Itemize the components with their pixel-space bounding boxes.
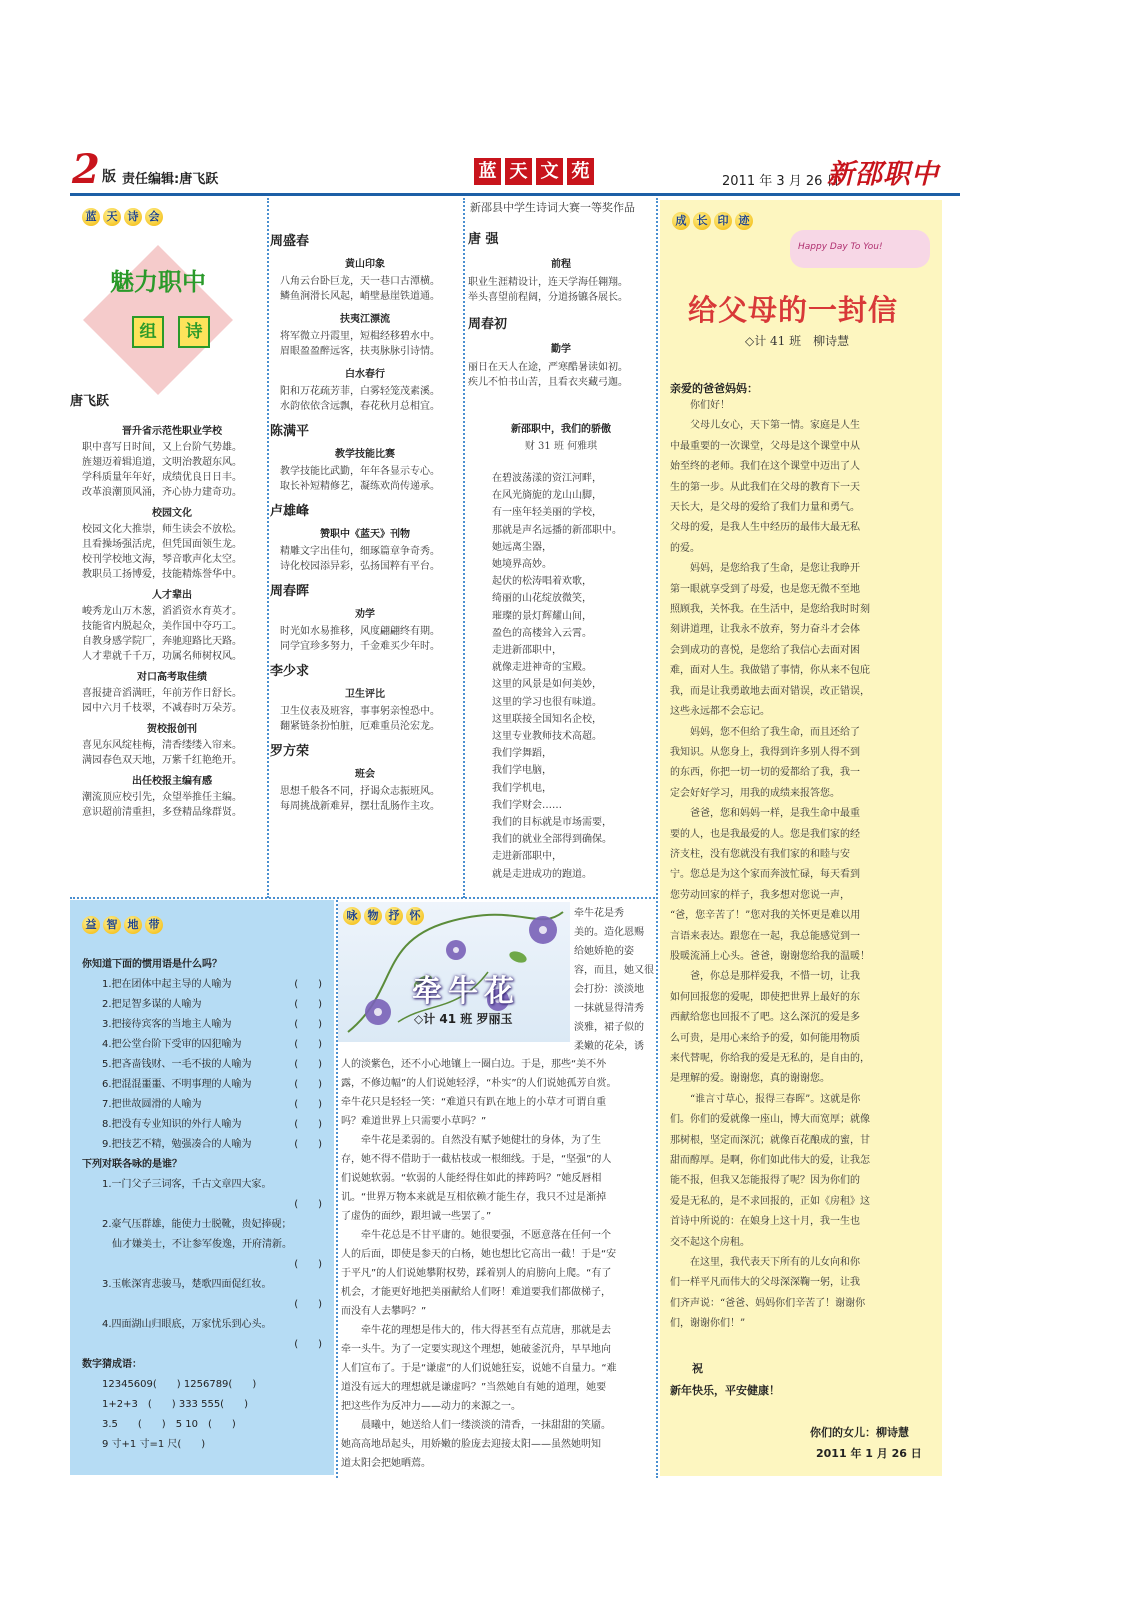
letter-line: 中最重要的一次课堂，父母是这个课堂中从 xyxy=(670,440,860,452)
poem-line: 校刊学校地文海，琴音歌声化太空。 xyxy=(82,554,242,565)
letter-line: 甜而醇厚。是啊，你们如此伟大的爱，让我怎 xyxy=(670,1155,870,1167)
poem-body xyxy=(270,784,460,814)
flower-line: 牵牛花是柔弱的。自然没有赋予她健壮的身体，为了生 xyxy=(341,1135,601,1146)
letter-line: 首诗中所说的：在娘身上这十月，我一生也 xyxy=(670,1216,860,1228)
poem-line: 盈色的高楼耸入云霄。 xyxy=(492,627,592,639)
poem-title: 黄山印象 xyxy=(345,259,385,270)
heading-chip: 智 xyxy=(103,916,121,934)
poem-line: 教职员工扬博爱，技能精炼誉华中。 xyxy=(82,569,242,580)
poem-line: 我们的目标就是市场需要， xyxy=(492,817,612,829)
letter-line: 交不起这个房租。 xyxy=(670,1236,750,1248)
section-banner xyxy=(474,158,594,185)
question-title: 下列对联各咏的是谁？ xyxy=(82,1159,182,1170)
poem-line: 将军微立丹霞里，短楫经移碧水中。 xyxy=(280,331,440,342)
poem-line: 翻紧链条扮怕脏，厄难重员沦宏龙。 xyxy=(280,721,440,732)
poem-author: 周盛春 xyxy=(270,234,310,249)
poem-line: 我们学电脑， xyxy=(492,765,552,777)
poem-author: 陈满平 xyxy=(270,424,310,439)
question-item: 2.把足智多谋的人喻为 ( ) xyxy=(82,995,322,1015)
letter-line: 妈妈，您不但给了我生命，而且还给了 xyxy=(670,726,860,738)
letter-line: 我，而是让我勇敢地去面对错误，改正错误， xyxy=(670,685,870,697)
section-heading-poetry xyxy=(82,208,163,226)
letter-line: 西献给您也回报不了吧。这么深沉的爱是多 xyxy=(670,1012,860,1024)
flower-line: 露，不修边幅”的人们说她轻浮，“朴实”的人们说她孤芳自赏。 xyxy=(341,1078,617,1089)
happy-day-sticker xyxy=(790,230,930,268)
letter-line: 能不报，但我又怎能报得了呢？因为你们的 xyxy=(670,1175,860,1187)
poem-list xyxy=(468,226,654,396)
couplet-line: 仙才嫌美士，不让参军俊逸，开府清新。 xyxy=(102,1239,292,1250)
editor-credit: 责任编辑:唐飞跃 xyxy=(122,172,219,187)
answer-blank: ( ) xyxy=(294,1099,322,1110)
heading-chip: 带 xyxy=(145,916,163,934)
poem-line: 且看操场强活虎，但凭国面领生龙。 xyxy=(82,539,242,550)
poem-line: 八角云台卧巨龙，天一巷口古潭横。 xyxy=(280,276,440,287)
flower-line: 牵牛花是秀 xyxy=(574,908,624,919)
section-divider xyxy=(70,897,658,899)
poem-line: 人才辈就千千万，功属名师树权风。 xyxy=(82,651,242,662)
flower-line: 们说她软弱。“软弱的人能经得住如此的摔跨吗？”她反唇相 xyxy=(341,1173,602,1184)
poem-line: 每周挑战新难昇，摆壮乱肠作主攻。 xyxy=(280,801,440,812)
answer-blank: ( ) xyxy=(294,1039,322,1050)
letter-line: 来代替呢，你给我的爱是无私的，是自由的， xyxy=(670,1053,870,1064)
flower-line: 人的后面，即使是参天的白杨，她也想比它高出一截！于是“安 xyxy=(341,1249,617,1260)
poem-title: 白水春行 xyxy=(345,369,385,380)
poem-line: 自教身感学院厂，奔驰迎路比天路。 xyxy=(82,636,242,647)
poem-line: 满园春色双天地，万紫千红艳绝开。 xyxy=(82,755,242,766)
poem-line: 我们学财会…… xyxy=(492,799,562,811)
heading-chip: 迹 xyxy=(735,212,753,230)
heading-chip: 诗 xyxy=(124,208,142,226)
letter-line: 你们好！ xyxy=(670,400,730,411)
letter-line: 第一眼就享受到了母爱，也是您无微不至地 xyxy=(670,583,860,595)
heading-chip: 会 xyxy=(145,208,163,226)
flower-line: 人的淡紫色，还不小心地镶上一圈白边。于是，那些“美不外 xyxy=(341,1059,607,1070)
flower-line: 把这些作为反冲力——动力的来源之一。 xyxy=(341,1401,521,1412)
flower-line: 道没有远大的理想就是谦虚吗？”当然她自有她的道理，她要 xyxy=(341,1382,607,1393)
poem-line: 我们的就业全部得到确保。 xyxy=(492,834,612,846)
flower-byline: ◇计 41 班 罗丽玉 xyxy=(414,1012,513,1026)
letter-line: 照顾我，关怀我。在生活中，是您给我时时刻 xyxy=(670,604,870,616)
letter-line: 济支柱，没有您就没有我们家的和睦与安 xyxy=(670,848,850,860)
flower-line: 人们宣布了。于是“谦虚”的人们说她狂妄，说她不自量力。“难 xyxy=(341,1363,617,1374)
poem-title: 教学技能比赛 xyxy=(335,449,395,460)
poem-author: 罗方荣 xyxy=(270,744,310,759)
poem-line: 走进新邵职中， xyxy=(492,851,562,863)
poem-line: 她远离尘器， xyxy=(492,541,552,553)
question-item: 7.把世故圆滑的人喻为 ( ) xyxy=(82,1095,322,1115)
poem-line: 教学技能比武勤，年年各显示专心。 xyxy=(280,466,440,477)
number-idiom-item: 12345609( ) 1256789( ) xyxy=(102,1379,257,1390)
letter-line: 如何回报您的爱呢，即使把世界上最好的东 xyxy=(670,991,860,1003)
letter-line: 的爱。 xyxy=(670,542,700,554)
heading-chip: 咏 xyxy=(343,907,361,925)
flower-line: 容，而且，她又很 xyxy=(574,965,654,976)
letter-line: 股暖流涌上心头。爸爸，谢谢您给我的温暖！ xyxy=(670,950,870,962)
letter-body xyxy=(670,396,938,1335)
answer-blank: ( ) xyxy=(294,1079,322,1090)
sticker-text: Happy Day To You! xyxy=(798,242,883,252)
poem-list xyxy=(270,228,460,820)
answer-blank: ( ) xyxy=(294,1059,322,1070)
flower-line: 于平凡”的人们说她攀附权势，踩着别人的肩膀向上爬。“有了 xyxy=(341,1268,612,1279)
flower-line: 道太阳会把她晒蔫。 xyxy=(341,1458,431,1469)
poem-body xyxy=(270,384,460,414)
poem-author: 卢雄峰 xyxy=(270,504,310,519)
letter-line: 要的人，也是我最爱的人。您是我们家的经 xyxy=(670,828,860,840)
letter-line: 是理解的爱。谢谢您，真的谢谢您。 xyxy=(670,1073,830,1085)
flower-title: 牵牛花 xyxy=(412,974,520,1009)
poem-body xyxy=(270,704,460,734)
column-divider xyxy=(267,198,269,898)
heading-chip: 天 xyxy=(103,208,121,226)
poem-line: 职业生涯精设计，连天学海任翱翔。 xyxy=(468,277,628,288)
poem-author: 周春晖 xyxy=(270,584,310,599)
banner-char: 文 xyxy=(536,158,563,185)
letter-line: 父母儿女心，天下第一情。家庭是人生 xyxy=(670,420,860,432)
letter-line: 始至终的老师。我们在这个课堂中迈出了人 xyxy=(670,461,860,473)
poem-body xyxy=(270,274,460,304)
column-divider xyxy=(656,198,658,1478)
question-item: 6.把混混噩噩、不明事理的人喻为 ( ) xyxy=(82,1075,322,1095)
poem-title: 前程 xyxy=(551,259,571,270)
answer-blank: ( ) xyxy=(294,1259,322,1270)
letter-wish: 新年快乐，平安健康！ xyxy=(670,1384,780,1397)
poem-line: 园中六月千枝翠，不减春时万朵芳。 xyxy=(82,703,242,714)
poem-line: 峻秀龙山万木葱，滔滔资水育英才。 xyxy=(82,606,242,617)
poem-line: 那就是声名远播的新邵职中。 xyxy=(492,524,622,536)
poem-line: 水韵依依含远飘，春花秋月总相宜。 xyxy=(280,401,440,412)
group-poem-label xyxy=(132,316,210,348)
poem-body xyxy=(270,329,460,359)
poem-body xyxy=(270,464,460,494)
poem-line: 同学宜珍多努力，千金难买少年时。 xyxy=(280,641,440,652)
section-heading-flower xyxy=(343,907,424,925)
question-item: 5.把吝啬钱财、一毛不拔的人喻为 ( ) xyxy=(82,1055,322,1075)
issue-date: 2011 年 3 月 26 日 xyxy=(722,174,840,189)
couplet-line: 1.一门父子三词客，千古文章四大家。 xyxy=(102,1179,272,1190)
masthead-rule xyxy=(70,193,960,196)
poem-byline: 财 31 班 何雅琪 xyxy=(524,441,598,452)
poem-line: 走进新邵职中， xyxy=(492,645,562,657)
poem-title: 晋升省示范性职业学校 xyxy=(122,426,222,437)
poem-line: 职中喜写日时间，又上台阶气势雄。 xyxy=(82,442,242,453)
flower-line: 牵牛花总是不甘平庸的。她很要强，不愿意落在任何一个 xyxy=(341,1230,611,1241)
answer-row xyxy=(82,1255,322,1275)
poem-line: 学科质量年年好，成绩优良日日丰。 xyxy=(82,472,242,483)
letter-line: 难，面对人生。我做错了事情，你从来不包庇 xyxy=(670,665,870,677)
answer-blank: ( ) xyxy=(294,1339,322,1350)
poem-line: 旌翅迈着辑追道，文明治教超东风。 xyxy=(82,457,242,468)
poem-line: 喜见东风绽桂梅，清香缕缕入帘来。 xyxy=(82,740,242,751)
poem-line: 这里联接全国知名企校， xyxy=(492,713,602,725)
heading-chip: 地 xyxy=(124,916,142,934)
letter-line: 那树根，坚定而深沉；就像百花酿成的蜜，甘 xyxy=(670,1134,870,1146)
poem-body xyxy=(270,624,460,654)
poem-line: 这里的学习也很有味道。 xyxy=(492,696,602,708)
poem-body xyxy=(270,544,460,574)
section-heading-letter xyxy=(672,212,753,230)
flower-line: 晨曦中，她送给人们一缕淡淡的清香，一抹甜甜的笑靥。 xyxy=(341,1420,611,1431)
couplet-line: 4.四面湖山归眼底，万家忧乐到心头。 xyxy=(102,1319,272,1330)
poem-line: 卫生仪表及班容，事事躬亲惶恐中。 xyxy=(280,706,440,717)
page-suffix: 版 xyxy=(102,169,116,185)
heading-chip: 益 xyxy=(82,916,100,934)
poem-line: 起伏的松涛唱着欢歌， xyxy=(492,576,592,588)
banner-char: 苑 xyxy=(567,158,594,185)
letter-line: 们，谢谢你们！” xyxy=(670,1318,746,1330)
question-item: 4.把公堂台阶下受审的囚犯喻为 ( ) xyxy=(82,1035,322,1055)
poem-title: 卫生评比 xyxy=(345,689,385,700)
masthead xyxy=(72,146,960,193)
poem-line: 我们学机电， xyxy=(492,782,552,794)
long-poem xyxy=(492,470,654,883)
puzzle-section xyxy=(70,900,334,1475)
poem-line: 校园文化大推崇，师生读会不放松。 xyxy=(82,524,242,535)
flower-line: 牵牛花只是轻轻一笑：“难道只有趴在地上的小草才可谓自重 xyxy=(341,1097,607,1108)
poem-title: 赞职中《蓝天》刊物 xyxy=(320,529,410,540)
answer-row xyxy=(82,1195,322,1215)
letter-line: 在这里，我代表天下所有的儿女向和你 xyxy=(670,1257,860,1269)
poem-title: 对口高考取佳绩 xyxy=(137,672,207,683)
flower-line: 一抹就显得清秀 xyxy=(574,1003,644,1014)
letter-line: 您劳动回家的样子，我多想对您说一声， xyxy=(670,889,850,901)
couplet-line: 2.豪气压群雄，能使力士脱靴，贵妃捧砚； xyxy=(102,1219,292,1230)
poem-line: 技能省内脱起众，美作国中夺巧工。 xyxy=(82,621,242,632)
letter-line: 爱是无私的，是不求回报的，正如《房租》这 xyxy=(670,1195,870,1207)
letter-line: 刻讲道理，让我永不放弃，努力奋斗才会体 xyxy=(670,624,860,636)
poem-title: 勤学 xyxy=(551,344,571,355)
poem-line: 阳和万花疏芳菲，白雾轻笼茂素溪。 xyxy=(280,386,440,397)
flower-line: 牵一头牛。为了一定要实现这个理想，她破釜沉舟，早早地向 xyxy=(341,1344,611,1355)
flower-line: 牵牛花的理想是伟大的，伟大得甚至有点荒唐，那就是去 xyxy=(341,1325,611,1336)
letter-line: 么可贵，是用心来给予的爱，如何能用物质 xyxy=(670,1032,860,1044)
letter-line: 生的第一步。从此我们在父母的教育下一天 xyxy=(670,481,860,493)
flower-line: 柔嫩的花朵，诱 xyxy=(574,1041,644,1052)
poem-line: 思想千般各不同，抒谒众志振班风。 xyxy=(280,786,440,797)
charm-title: 魅力职中 xyxy=(110,267,206,296)
poem-line: 意识超前清重担，多登精品缘群贤。 xyxy=(82,807,242,818)
letter-line: 妈妈，是您给我了生命，是您让我睁开 xyxy=(670,563,860,575)
answer-blank: ( ) xyxy=(294,999,322,1010)
answer-row xyxy=(82,1335,322,1355)
contest-caption: 新邵县中学生诗词大赛一等奖作品 xyxy=(470,201,635,214)
poem-title: 人才辈出 xyxy=(152,590,192,601)
letter-byline: ◇计 41 班 柳诗慧 xyxy=(745,334,850,348)
poem-line: 疾儿不怕书山苦，且看衣夹藏弓迦。 xyxy=(468,377,628,388)
poem-title: 校园文化 xyxy=(152,508,192,519)
question-title: 你知道下面的惯用语是什么吗？ xyxy=(82,959,222,970)
heading-chip: 物 xyxy=(364,907,382,925)
flower-line: 吗？难道世界上只需要小草吗？” xyxy=(341,1116,487,1127)
paper-logo: 新邵职中 xyxy=(827,159,939,190)
section-heading-puzzle xyxy=(82,916,163,934)
flower-line: 机会，才能更好地把美丽献给人们呀！难道要我们都做梯子， xyxy=(341,1287,611,1298)
letter-signature: 你们的女儿：柳诗慧 xyxy=(810,1426,909,1439)
letter-line: 定会好好学习，用我的成绩来报答您。 xyxy=(670,787,840,799)
poem-line: 她境界高妙。 xyxy=(492,559,552,571)
letter-line: 言语来表达。跟您在一起，我总能感觉到一 xyxy=(670,930,860,942)
letter-line: 爸，你总是那样爱我，不惜一切，让我 xyxy=(670,971,860,983)
flower-line: 讥。“世界万物本来就是互相依赖才能生存，我只不过是渐掉 xyxy=(341,1192,607,1203)
poem-line: 眉眼盈盈醉远客，扶夷脉脉引诗情。 xyxy=(280,346,440,357)
answer-blank: ( ) xyxy=(294,979,322,990)
letter-line: “爸，您辛苦了！”您对我的关怀更是难以用 xyxy=(670,910,861,922)
spacer xyxy=(468,305,654,311)
letter-salutation: 亲爱的爸爸妈妈： xyxy=(670,382,758,395)
poem-line: 精雕文字出佳句，细琢篇章争奇秀。 xyxy=(280,546,440,557)
poem-line: 绮丽的山花绽放微笑， xyxy=(492,593,592,605)
heading-chip: 成 xyxy=(672,212,690,230)
heading-chip: 怀 xyxy=(406,907,424,925)
poem-author: 唐 强 xyxy=(468,232,499,247)
poem-title: 扶夷江漂流 xyxy=(340,314,390,325)
poem-line: 改革浪潮顶风涌，齐心协力建奇功。 xyxy=(82,487,242,498)
question-item: 8.把没有专业知识的外行人喻为 ( ) xyxy=(82,1115,322,1135)
flower-body-text xyxy=(341,1055,655,1473)
flower-line: 了虚伪的面纱，跟坦诚一些罢了。” xyxy=(341,1211,492,1222)
flower-line: 会打扮：淡淡地 xyxy=(574,984,644,995)
poem-line: 取长补短精修艺，凝练欢尚传递承。 xyxy=(280,481,440,492)
zu-char: 组 xyxy=(132,316,164,348)
letter-line: 们。你们的爱就像一座山，博大而宽厚；就像 xyxy=(670,1114,870,1126)
poem-line: 就像走进神奇的宝殿。 xyxy=(492,662,592,674)
poem-line: 在碧波荡漾的资江河畔， xyxy=(492,473,602,484)
letter-date: 2011 年 1 月 26 日 xyxy=(816,1447,922,1460)
poem-line: 在风光旖旎的龙山山脚， xyxy=(492,490,602,502)
flower-line: 美的。造化恩赐 xyxy=(574,927,644,938)
poem-line: 这里专业教师技术高超。 xyxy=(492,731,602,743)
poem-line: 诗化校园添异彩，弘扬国粹有平台。 xyxy=(280,561,440,572)
poem-line: 就是走进成功的跑道。 xyxy=(492,868,592,880)
letter-line: “谁言寸草心，报得三春晖”。这就是你 xyxy=(670,1093,861,1105)
poem-line: 举头喜望前程阔，分道扬镳各展长。 xyxy=(468,292,628,303)
column-divider xyxy=(463,198,465,898)
poem-line: 鳞鱼涧滑长风起，峭壁悬崖铁道通。 xyxy=(280,291,440,302)
poem-title: 班会 xyxy=(355,769,375,780)
poetry-author: 唐飞跃 xyxy=(70,394,110,409)
poem-title: 出任校报主编有感 xyxy=(132,776,212,787)
poem-line: 这里的风景是如何美妙， xyxy=(492,679,602,691)
question-item: 3.把接待宾客的当地主人喻为 ( ) xyxy=(82,1015,322,1035)
poem-title: 劝学 xyxy=(355,609,375,620)
flower-line: 给她娇艳的姿 xyxy=(574,946,634,957)
letter-line: 父母的爱，是我人生中经历的最伟大最无私 xyxy=(670,522,860,534)
poem-author: 周春初 xyxy=(468,317,508,332)
letter-line: 会到成功的喜悦，是您给了我信心去面对困 xyxy=(670,644,860,656)
poem-line: 璀璨的景灯辉耀山间， xyxy=(492,610,592,622)
banner-char: 蓝 xyxy=(474,158,501,185)
letter-closing: 祝 xyxy=(670,1362,703,1375)
answer-blank: ( ) xyxy=(294,1019,322,1030)
banner-char: 天 xyxy=(505,158,532,185)
poem-title: 新邵职中，我们的骄傲 xyxy=(511,424,611,435)
couplet-line: 3.玉帐深宵悲骏马，楚歌四面促红妆。 xyxy=(102,1279,272,1290)
letter-line: 我知识。从您身上，我得到许多别人得不到 xyxy=(670,746,860,758)
number-idiom-item: 3.5 ( ) 5 10 ( ) xyxy=(102,1419,236,1430)
heading-chip: 印 xyxy=(714,212,732,230)
poem-line: 有一座年轻美丽的学校， xyxy=(492,507,602,519)
letter-line: 天长大，是父母的爱给了我们力量和勇气。 xyxy=(670,502,860,514)
letter-line: 们一样平凡而伟大的父母深深鞠一躬，让我 xyxy=(670,1277,860,1289)
heading-chip: 蓝 xyxy=(82,208,100,226)
answer-blank: ( ) xyxy=(294,1119,322,1130)
puzzle-body xyxy=(82,955,322,1455)
flower-side-text xyxy=(574,904,656,1056)
flower-line: 淡雅，裙子似的 xyxy=(574,1022,644,1033)
letter-title: 给父母的一封信 xyxy=(688,293,899,327)
poem-line: 时光如水易推移，风度翩翩终有期。 xyxy=(280,626,440,637)
zu-char: 诗 xyxy=(178,316,210,348)
poem-author: 李少求 xyxy=(270,664,310,679)
question-title: 数字猜成语： xyxy=(82,1359,142,1370)
answer-blank: ( ) xyxy=(294,1199,322,1210)
number-idiom-item: 9 寸+1 寸=1 尺( ) xyxy=(102,1439,206,1450)
flower-line: 存，她不得不借助于一截枯枝或一根细线。于是，“坚强”的人 xyxy=(341,1154,612,1165)
answer-row xyxy=(82,1295,322,1315)
number-idiom-item: 1+2+3 ( ) 333 555( ) xyxy=(102,1399,248,1410)
answer-blank: ( ) xyxy=(294,1139,322,1150)
question-item: 1.把在团体中起主导的人喻为 ( ) xyxy=(82,975,322,995)
poem-line: 喜报捷音滔满旺，年前芳作日舒长。 xyxy=(82,688,242,699)
letter-line: 们齐声说：“爸爸、妈妈你们辛苦了！谢谢你 xyxy=(670,1297,866,1309)
page-number: 2 xyxy=(72,146,100,193)
letter-line: 的东西，你把一切一切的爱都给了我，我一 xyxy=(670,767,860,779)
letter-line: 爸爸，您和妈妈一样，是我生命中最重 xyxy=(670,808,860,820)
answer-blank: ( ) xyxy=(294,1299,322,1310)
poem-line: 丽日在天人在途，严寒酷暑读如初。 xyxy=(468,362,628,373)
poem-title: 贺校报创刊 xyxy=(147,724,197,735)
flower-line: 她高高地昂起头，用娇嫩的脸庞去迎接太阳——虽然她明知 xyxy=(341,1439,601,1450)
flower-line: 而没有人去攀吗？” xyxy=(341,1306,427,1317)
letter-line: 这些永远都不会忘记。 xyxy=(670,706,770,718)
poem-line: 我们学舞蹈， xyxy=(492,748,552,760)
letter-line: 宁。您总是为这个家而奔波忙碌，每天看到 xyxy=(670,869,860,881)
heading-chip: 长 xyxy=(693,212,711,230)
poem-list xyxy=(82,418,262,820)
heading-chip: 抒 xyxy=(385,907,403,925)
question-item: 9.把技艺不精，勉强凑合的人喻为 ( ) xyxy=(82,1135,322,1155)
spacer xyxy=(468,390,654,396)
poem-line: 潮流顶应校引先，众望举推任主编。 xyxy=(82,792,242,803)
